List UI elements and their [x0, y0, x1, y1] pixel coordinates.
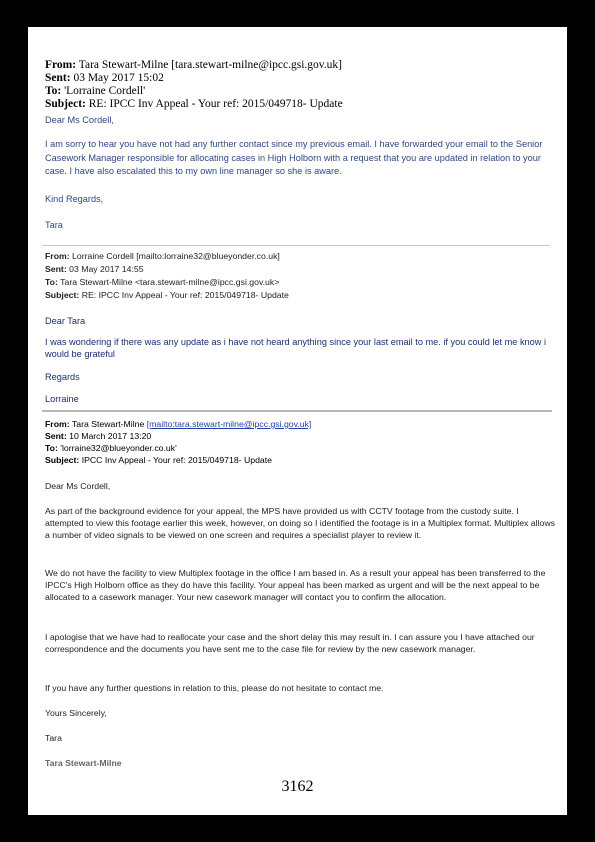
email3-para2: We do not have the facility to view Multiplex footage in the office I am based in. As a result your appeal has been transferred to the IPCC's High Holborn office as they do have this facility. Your appeal has been marked as urgent and will be the next appeal to be allocated to a casework manager. Your new casework manager will contact you to confirm the allocation. [45, 568, 546, 602]
email1-to: To: 'Lorraine Cordell' [45, 85, 146, 97]
email1-closing: Kind Regards, [45, 194, 104, 204]
email2-sent: Sent: 03 May 2017 14:55 [45, 264, 144, 274]
email2-closing: Regards [45, 372, 80, 382]
email3-para1: As part of the background evidence for your appeal, the MPS have provided us with CCTV footage from the custody suite. I attempted to view this footage earlier this week, however, on doing so I identified the footage is in a Multiplex format. Multiplex allows a number of video signals to be viewed on one screen and requires a specialist player to review it. [45, 506, 555, 540]
email1-body: I am sorry to hear you have not had any further contact since my previous email. I have forwarded your email to the Senior Casework Manager responsible for allocating cases in High Holborn with a request that you are updated in relation to your case. I have also escalated this to my own line manager so she is aware. [45, 139, 543, 176]
email1-greeting: Dear Ms Cordell, [45, 115, 114, 125]
email2-subject: Subject: RE: IPCC Inv Appeal - Your ref: 2015/049718- Update [45, 290, 289, 300]
email3-greeting: Dear Ms Cordell, [45, 481, 111, 491]
email3-closing: Yours Sincerely, [45, 708, 107, 718]
email2-from: From: Lorraine Cordell [mailto:lorraine32@blueyonder.co.uk] [45, 251, 280, 261]
email1-from: From: Tara Stewart-Milne [tara.stewart-milne@ipcc.gsi.gov.uk] [45, 59, 342, 71]
email3-para4: If you have any further questions in relation to this, please do not hesitate to contact me. [45, 683, 384, 693]
email2-signature: Lorraine [45, 394, 79, 404]
email1-signature: Tara [45, 220, 63, 230]
email3-signature: Tara [45, 733, 62, 743]
email1-sent: Sent: 03 May 2017 15:02 [45, 72, 164, 84]
email2-greeting: Dear Tara [45, 316, 86, 326]
email2-to: To: Tara Stewart-Milne <tara.stewart-milne@ipcc.gsi.gov.uk> [45, 277, 280, 287]
email3-full-name: Tara Stewart-Milne [45, 758, 122, 768]
email3-subject: Subject: IPCC Inv Appeal - Your ref: 2015/049718- Update [45, 455, 272, 465]
email3-sent: Sent: 10 March 2017 13:20 [45, 431, 152, 441]
email1-subject: Subject: RE: IPCC Inv Appeal - Your ref: 2015/049718- Update [45, 98, 343, 110]
email2-body: I was wondering if there was any update as i have not heard anything since your last email to me. if you could let me know i would be grateful [45, 337, 546, 359]
email3-para3: I apologise that we have had to reallocate your case and the short delay this may result in. I can assure you I have attached our correspondence and the documents you have sent me to the case file for review by the new casework manager. [45, 632, 535, 654]
divider [42, 245, 550, 246]
email3-to: To: 'lorraine32@blueyonder.co.uk' [45, 443, 177, 453]
page-number: 3162 [281, 778, 314, 795]
mailto-link[interactable]: [mailto:tara.stewart-milne@ipcc.gsi.gov.uk] [146, 419, 312, 429]
email3-from: From: Tara Stewart-Milne [mailto:tara.stewart-milne@ipcc.gsi.gov.uk] [45, 419, 312, 429]
divider [42, 410, 552, 412]
document-page [28, 27, 567, 815]
